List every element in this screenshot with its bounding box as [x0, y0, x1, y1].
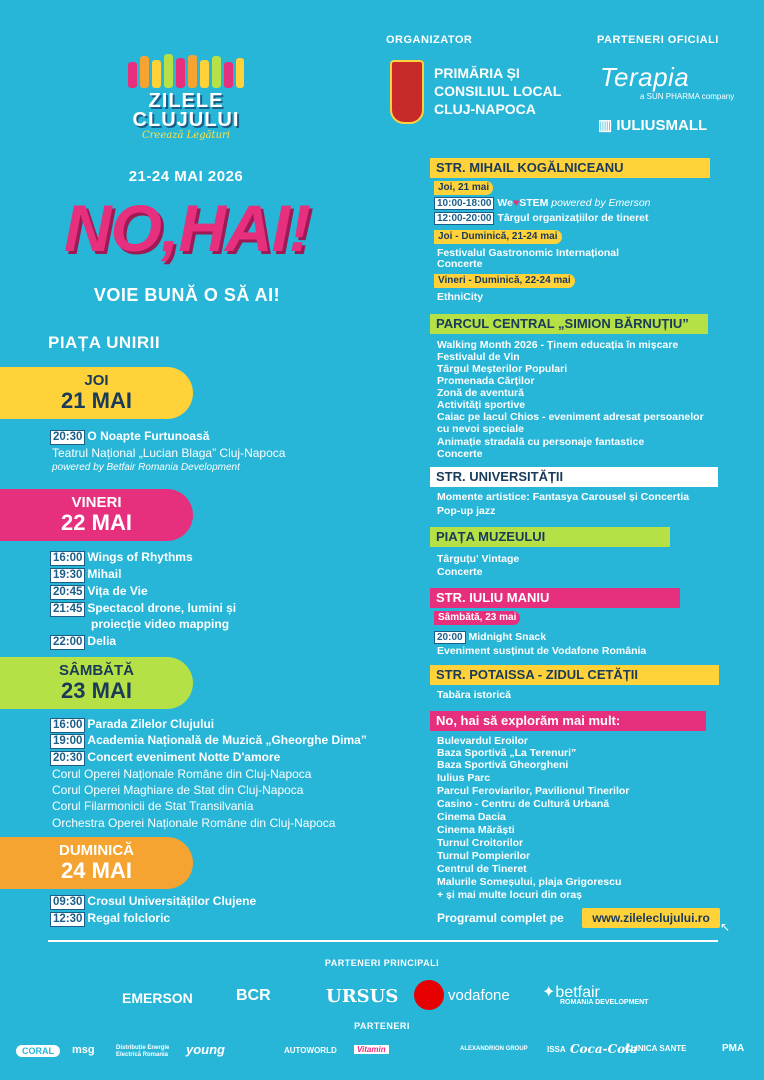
choir-item: Orchestra Operei Naționale Române din Cluj-Napoca — [52, 816, 336, 830]
section-iuliu-maniu: STR. IULIU MANIU — [430, 588, 680, 608]
section-exploram: No, hai să explorăm mai mult: — [430, 711, 706, 731]
day-banner-sambata: SÂMBĂTĂ 23 MAI — [0, 657, 193, 709]
day-banner-vineri: VINERI 22 MAI — [0, 489, 193, 541]
coca-cola-logo: Coca-Cola — [570, 1042, 638, 1056]
list-item: EthniCity — [437, 291, 484, 303]
list-item: Baza Sportivă Gheorgheni — [437, 759, 569, 771]
list-item: Târguțu' Vintage — [437, 553, 520, 565]
website-link[interactable]: www.zileleclujului.ro — [582, 908, 720, 928]
divider — [48, 940, 718, 942]
event-row: 09:30 Crosul Universităților Clujene — [50, 894, 256, 910]
date-tag: Vineri - Duminică, 22-24 mai — [434, 274, 575, 288]
event-row: 20:30 O Noapte Furtunoasă — [50, 429, 209, 445]
list-item: Animație stradală cu personaje fantastice — [437, 436, 645, 448]
list-item: Concerte — [437, 258, 483, 270]
list-item: Tabăra istorică — [437, 689, 511, 701]
msg-logo: msg — [72, 1044, 95, 1056]
list-item: Cinema Mărăști — [437, 824, 515, 836]
clinica-sante-logo: CLINICA SANTE — [625, 1044, 687, 1053]
event-row: 19:00 Academia Națională de Muzică „Gheorghe Dima” — [50, 733, 367, 749]
list-item: Iulius Parc — [437, 772, 491, 784]
event-sponsor: powered by Betfair Romania Development — [52, 462, 240, 473]
list-item: Caiac pe lacul Chios - eveniment adresat persoanelor — [437, 411, 704, 423]
section-universitatii: STR. UNIVERSITĂȚII — [430, 467, 718, 487]
date-tag: Sâmbătă, 23 mai — [434, 611, 520, 625]
partners-label: PARTENERI — [354, 1021, 410, 1031]
sun-pharma-text: a SUN PHARMA company — [640, 92, 735, 101]
festival-dates: 21-24 MAI 2026 — [128, 168, 244, 185]
list-item: Festivalul Gastronomic Internațional — [437, 247, 620, 259]
list-item: cu nevoi speciale — [437, 423, 524, 435]
event-row: 22:00 Delia — [50, 634, 116, 650]
organizer-label: ORGANIZATOR — [386, 34, 473, 46]
event-venue: Teatrul Național „Lucian Blaga” Cluj-Napoca — [52, 446, 286, 460]
event-row: 19:30 Mihail — [50, 567, 121, 583]
list-item: Târgul Meșterilor Populari — [437, 363, 568, 375]
emerson-logo: EMERSON — [122, 990, 193, 1006]
event-row: 12:00-20:00 Târgul organizațiilor de tineret — [434, 212, 649, 225]
day-banner-duminica: DUMINICĂ 24 MAI — [0, 837, 193, 889]
list-item: Zonă de aventură — [437, 387, 524, 399]
vodafone-icon — [414, 980, 444, 1010]
list-item: Eveniment susținut de Vodafone România — [437, 645, 647, 657]
section-parcul-central: PARCUL CENTRAL „SIMION BĂRNUȚIU” — [430, 314, 708, 334]
list-item: Casino - Centru de Cultură Urbană — [437, 798, 610, 810]
pma-logo: PMA — [722, 1043, 745, 1054]
iulius-mall-logo: ▥ IULIUSMALL — [598, 117, 708, 134]
day-banner-joi: JOI 21 MAI — [0, 367, 193, 419]
list-item: Malurile Someșului, plaja Grigorescu — [437, 876, 622, 888]
date-tag: Joi - Duminică, 21-24 mai — [434, 230, 562, 244]
event-row: 12:30 Regal folcloric — [50, 911, 170, 927]
list-item: Turnul Croitorilor — [437, 837, 524, 849]
list-item: Baza Sportivă „La Terenuri” — [437, 747, 577, 759]
list-item: Parcul Feroviarilor, Pavilionul Tinerilor — [437, 785, 630, 797]
choir-item: Corul Filarmonicii de Stat Transilvania — [52, 799, 254, 813]
building-icon: ▥ — [598, 117, 617, 134]
list-item: Activități sportive — [437, 399, 526, 411]
list-item: Concerte — [437, 448, 483, 460]
choir-item: Corul Operei Maghiare de Stat din Cluj-Napoca — [52, 783, 304, 797]
section-potaissa: STR. POTAISSA - ZIDUL CETĂȚII — [430, 665, 719, 685]
list-item: Momente artistice: Fantasya Carousel și Concertia — [437, 491, 690, 503]
heart-icon: ♥ — [512, 197, 520, 209]
event-row: 20:00 Midnight Snack — [434, 631, 546, 644]
section-kogalniceanu: STR. MIHAIL KOGĂLNICEANU — [430, 158, 710, 178]
hands-logo-icon — [126, 52, 246, 90]
festival-logo-text: ZILELE CLUJULUI — [132, 90, 240, 131]
issa-logo: ISSA — [547, 1045, 566, 1054]
event-row-cont: proiecție video mapping — [91, 617, 230, 631]
date-tag: Joi, 21 mai — [434, 181, 493, 195]
autoworld-logo: AUTOWORLD — [284, 1046, 337, 1055]
young-logo: young — [186, 1042, 225, 1057]
vitamin-logo: Vitamin — [354, 1045, 389, 1054]
event-row: 21:45 Spectacol drone, lumini și — [50, 601, 236, 617]
coral-logo: CORAL — [16, 1045, 60, 1057]
official-partners-label: PARTENERI OFICIALI — [597, 34, 719, 46]
vodafone-logo: vodafone — [448, 987, 510, 1004]
list-item: Pop-up jazz — [437, 505, 496, 517]
list-item: Cinema Dacia — [437, 811, 506, 823]
event-row: 16:00 Parada Zilelor Clujului — [50, 717, 214, 733]
bcr-logo: BCR — [236, 987, 271, 1004]
list-item: Concerte — [437, 566, 483, 578]
list-item: Bulevardul Eroilor — [437, 735, 529, 747]
betfair-sub: ROMANIA DEVELOPMENT — [560, 999, 649, 1006]
section-piata-muzeului: PIAȚA MUZEULUI — [430, 527, 670, 547]
list-item: Promenada Cărților — [437, 375, 535, 387]
choir-item: Corul Operei Naționale Române din Cluj-Napoca — [52, 767, 312, 781]
headline: NO,HAI! — [64, 191, 310, 265]
cursor-icon: ↖ — [720, 920, 731, 934]
distributie-logo: Distribuție Energie Electrică Romania — [116, 1045, 170, 1058]
alexandrion-logo: ALEXANDRION GROUP — [460, 1046, 528, 1052]
list-item: Walking Month 2026 - Ținem educația în mișcare — [437, 339, 679, 351]
event-row: 10:00-18:00 We♥STEM powered by Emerson — [434, 197, 651, 210]
event-row: 16:00 Wings of Rhythms — [50, 550, 193, 566]
ursus-logo: URSUS — [326, 986, 399, 1007]
main-partners-label: PARTENERI PRINCIPALI — [324, 958, 440, 968]
logo-tagline: Creează Legături — [142, 130, 230, 141]
betfair-logo: ✦betfair — [542, 984, 600, 1001]
event-row: 20:30 Concert eveniment Notte D'amore — [50, 750, 280, 766]
list-item: + și mai multe locuri din oraș — [437, 889, 583, 901]
list-item: Centrul de Tineret — [437, 863, 527, 875]
slogan: VOIE BUNĂ O SĂ AI! — [93, 285, 281, 305]
event-row: 20:45 Vița de Vie — [50, 584, 148, 600]
list-item: Festivalul de Vin — [437, 351, 520, 363]
piata-unirii-title: PIAȚA UNIRII — [48, 333, 161, 352]
terapia-logo: Terapia — [600, 62, 690, 92]
organizer-name: PRIMĂRIA ȘI CONSILIUL LOCAL CLUJ-NAPOCA — [434, 65, 562, 117]
city-crest-icon — [390, 60, 424, 124]
list-item: Turnul Pompierilor — [437, 850, 531, 862]
program-label: Programul complet pe — [437, 911, 564, 925]
